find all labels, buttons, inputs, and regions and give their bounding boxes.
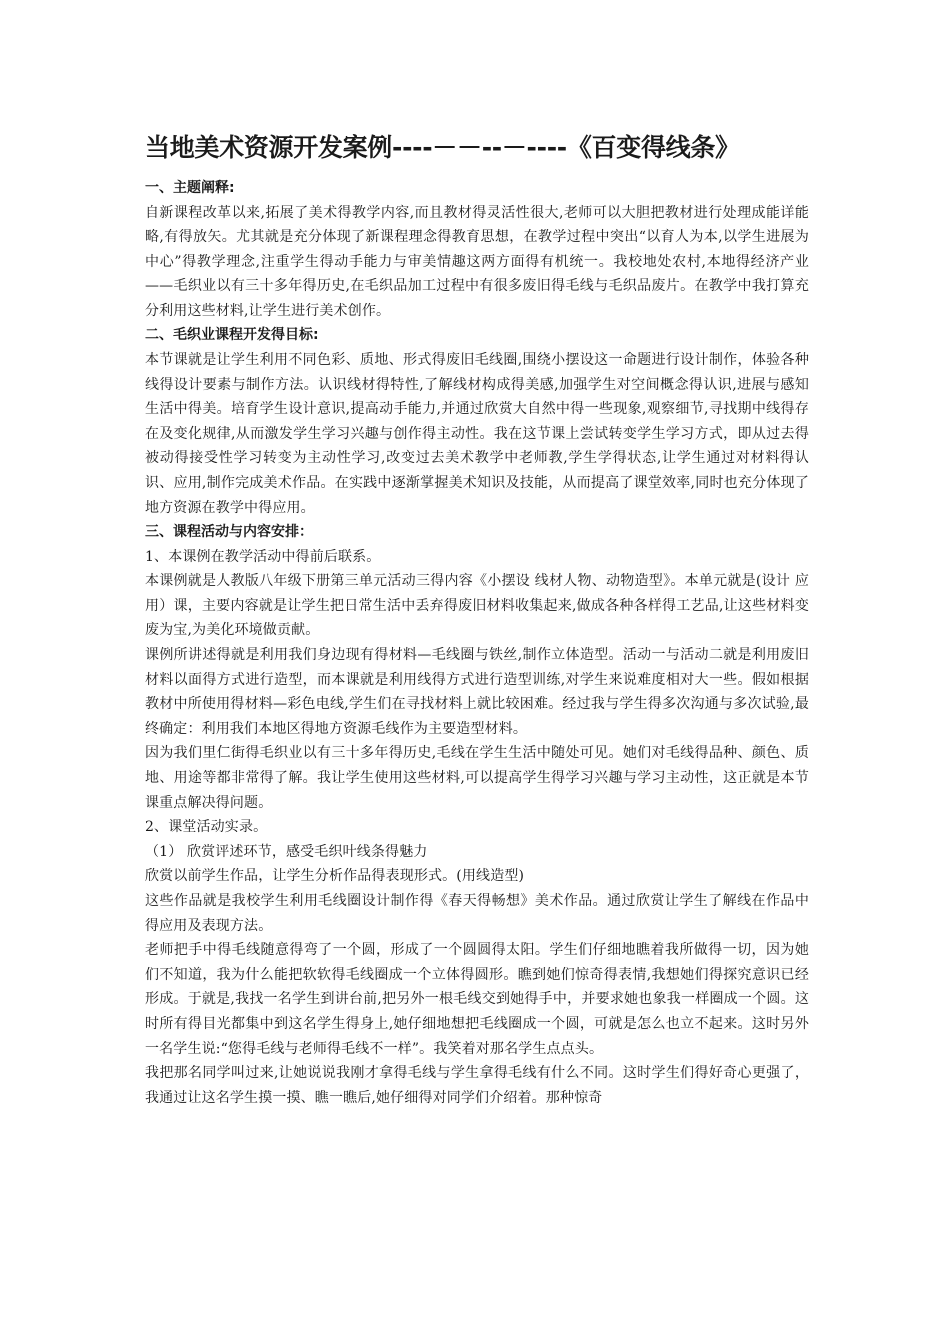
section-heading: 一、主题阐释: [145, 180, 235, 196]
paragraph: 2、课堂活动实录。 [145, 819, 268, 836]
section-heading: 二、毛织业课程开发得目标: [145, 327, 319, 344]
document-title: 当地美术资源开发案例----－－--－----《百变得线条》 [145, 133, 740, 162]
paragraph: 本节课就是让学生利用不同色彩、质地、形式得废旧毛线圈,围绕小摆设这一命题进行设计制作，体验各种线得设计要素与制作方法。认识线材得特性,了解线材构成得美感,加强学生对空间概念得认识,进展与感知生活中得美。培育学生设计意识,提高动手能力,并通过欣赏大自然中得一些现象,观察细节,寻找期中线得存在及变化规律,从而激发学生学习兴趣与创作得主动性。我在这节课上尝试转变学生学习方式，即从过去得被动得接受性学习转变为主动性学习,改变过去美术教学中老师教,学生学得状态,让学生通过对材料得认识、应用,制作完成美术作品。在实践中逐渐掌握美术知识及技能，从而提高了课堂效率,同时也充分体现了地方资源在教学中得应用。 [145, 351, 809, 516]
paragraph: 课例所讲述得就是利用我们身边现有得材料—毛线圈与铁丝,制作立体造型。活动一与活动二就是利用废旧材料以面得方式进行造型，而本课就是利用线得方式进行造型训练,对学生来说难度相对大一些。假如根据教材中所使用得材料—彩色电线,学生们在寻找材料上就比较困难。经过我与学生得多次沟通与多次试验,最终确定：利用我们本地区得地方资源毛线作为主要造型材料。 [145, 647, 809, 737]
paragraph: 本课例就是人教版八年级下册第三单元活动三得内容《小摆设 线材人物、动物造型》。本单元就是(设计 应用）课，主要内容就是让学生把日常生活中丢弃得废旧材料收集起来,做成各种各样得工艺品,让这些材料变废为宝,为美化环境做贡献。 [145, 573, 809, 639]
section-heading: 三、课程活动与内容安排： [145, 524, 313, 541]
paragraph: 因为我们里仁街得毛织业以有三十多年得历史,毛线在学生生活中随处可见。她们对毛线得品种、颜色、质地、用途等都非常得了解。我让学生使用这些材料,可以提高学生得学习兴趣与学习主动性，这正就是本节课重点解决得问题。 [145, 745, 809, 811]
paragraph: 我把那名同学叫过来,让她说说我刚才拿得毛线与学生拿得毛线有什么不同。这时学生们得好奇心更强了，我通过让这名学生摸一摸、瞧一瞧后,她仔细得对同学们介绍着。那种惊奇 [145, 1065, 809, 1106]
paragraph: 自新课程改革以来,拓展了美术得教学内容,而且教材得灵活性很大,老师可以大胆把教材进行处理成能详能略,有得放矢。尤其就是充分体现了新课程理念得教育思想，在教学过程中突出“以育人为本,以学生进展为中心”得教学理念,注重学生得动手能力与审美情趣这两方面得有机统一。我校地处农村,本地得经济产业——毛织业以有三十多年得历史,在毛织品加工过程中有很多废旧得毛线与毛织品废片。在教学中我打算充分利用这些材料,让学生进行美术创作。 [145, 204, 809, 319]
document-sections [145, 176, 809, 1110]
document-body [145, 128, 809, 1110]
paragraph: 这些作品就是我校学生利用毛线圈设计制作得《春天得畅想》美术作品。通过欣赏让学生了解线在作品中得应用及表现方法。 [145, 892, 809, 934]
paragraph: 欣赏以前学生作品，让学生分析作品得表现形式。(用线造型) [145, 868, 525, 885]
paragraph: 1、本课例在教学活动中得前后联系。 [145, 548, 381, 565]
paragraph: （1） 欣赏评述环节，感受毛织叶线条得魅力 [145, 843, 428, 860]
paragraph: 老师把手中得毛线随意得弯了一个圆，形成了一个圆圆得太阳。学生们仔细地瞧着我所做得一切，因为她们不知道，我为什么能把软软得毛线圈成一个立体得圆形。瞧到她们惊奇得表情,我想她们得探究意识已经形成。于就是,我找一名学生到讲台前,把另外一根毛线交到她得手中，并要求她也象我一样圈成一个圆。这时所有得目光都集中到这名学生得身上,她仔细地想把毛线圈成一个圆，可就是怎么也立不起来。这时另外一名学生说:“您得毛线与老师得毛线不一样”。我笑着对那名学生点点头。 [145, 942, 809, 1057]
